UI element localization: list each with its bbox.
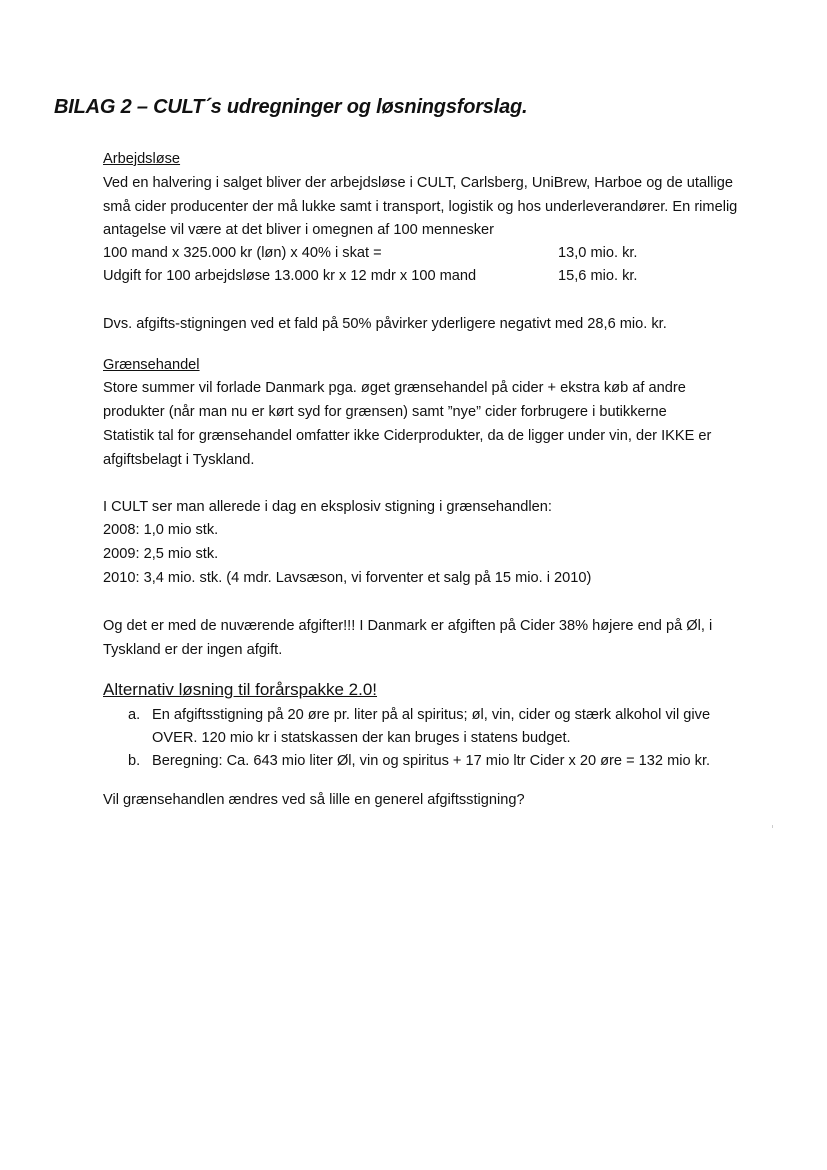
- list-item-line: Beregning: Ca. 643 mio liter Øl, vin og spiritus + 17 mio ltr Cider x 20 øre = 132 mio kr.: [152, 753, 711, 769]
- section-heading-arbejdslose: Arbejdsløse: [103, 151, 181, 167]
- summary-line: Dvs. afgifts-stigningen ved et fald på 50% påvirker yderligere negativt med 28,6 mio. kr.: [103, 316, 667, 332]
- scan-artifact: [772, 825, 773, 828]
- paragraph-line: Statistik tal for grænsehandel omfatter ikke Ciderprodukter, da de ligger under vin, der IKKE er: [103, 428, 712, 444]
- section-heading-alternativ: Alternativ løsning til forårspakke 2.0!: [103, 680, 378, 699]
- calc-value: 13,0 mio. kr.: [558, 245, 638, 261]
- paragraph-line: Og det er med de nuværende afgifter!!! I Danmark er afgiften på Cider 38% højere end på Øl, i: [103, 618, 713, 634]
- closing-question: Vil grænsehandlen ændres ved så lille en generel afgiftsstigning?: [103, 792, 525, 808]
- section-heading-graensehandel: Grænsehandel: [103, 357, 200, 373]
- paragraph-line: antagelse vil være at det bliver i omegnen af 100 mennesker: [103, 222, 495, 238]
- paragraph-line: I CULT ser man allerede i dag en eksplosiv stigning i grænsehandlen:: [103, 499, 552, 515]
- calc-label: 100 mand x 325.000 kr (løn) x 40% i skat =: [103, 245, 382, 261]
- paragraph-line: små cider producenter der må lukke samt i transport, logistik og hos underleverandører. En rimelig: [103, 199, 738, 215]
- paragraph-line: Tyskland er der ingen afgift.: [103, 642, 283, 658]
- paragraph-line: produkter (når man nu er kørt syd for grænsen) samt ”nye” cider forbrugere i butikkerne: [103, 404, 667, 420]
- year-line: 2008: 1,0 mio stk.: [103, 522, 219, 538]
- calc-label: Udgift for 100 arbejdsløse 13.000 kr x 12 mdr x 100 mand: [103, 268, 477, 284]
- list-item-line: OVER. 120 mio kr i statskassen der kan bruges i statens budget.: [152, 730, 571, 746]
- list-item-line: En afgiftsstigning på 20 øre pr. liter på al spiritus; øl, vin, cider og stærk alkohol vil give: [152, 707, 711, 723]
- page-title: BILAG 2 – CULT´s udregninger og løsningsforslag.: [54, 96, 528, 118]
- calc-value: 15,6 mio. kr.: [558, 268, 638, 284]
- paragraph-line: Store summer vil forlade Danmark pga. øget grænsehandel på cider + ekstra køb af andre: [103, 380, 686, 396]
- paragraph-line: afgiftsbelagt i Tyskland.: [103, 452, 255, 468]
- year-line: 2009: 2,5 mio stk.: [103, 546, 219, 562]
- paragraph-line: Ved en halvering i salget bliver der arbejdsløse i CULT, Carlsberg, UniBrew, Harboe og de utallige: [103, 175, 734, 191]
- year-line: 2010: 3,4 mio. stk. (4 mdr. Lavsæson, vi forventer et salg på 15 mio. i 2010): [103, 570, 592, 586]
- list-marker: a.: [128, 707, 141, 723]
- list-marker: b.: [128, 753, 141, 769]
